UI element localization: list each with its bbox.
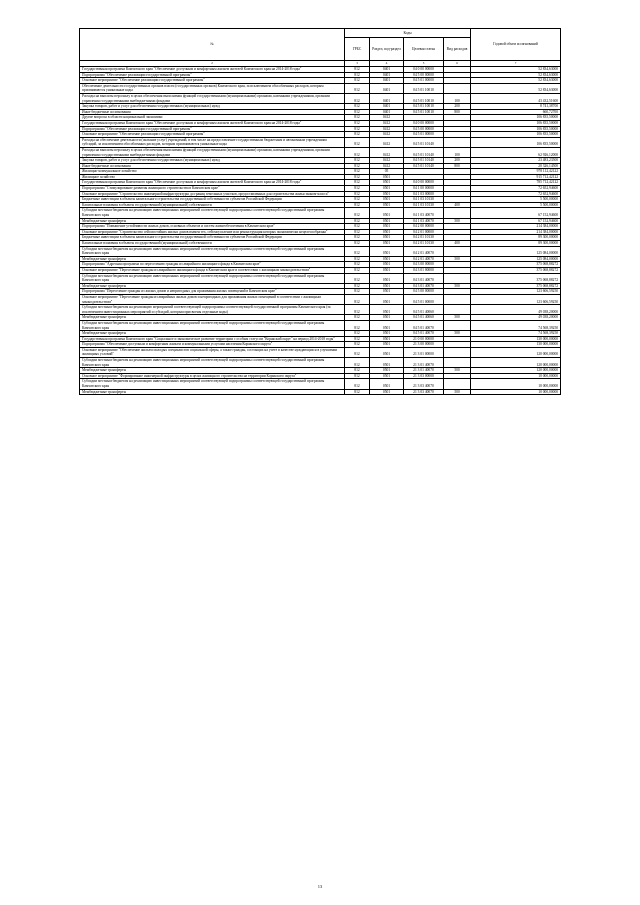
row-target-article: 04 5 01 10010 (404, 93, 444, 103)
row-expense-type: 400 (444, 241, 471, 247)
row-grbs: 812 (345, 93, 370, 103)
row-name: Государственная программа Камчатского края "Обеспечение доступным и комфортным жильем жителей Камчатского края на 2014-2018 годы" (80, 67, 345, 73)
row-amount: 123 606,59250 (471, 294, 561, 304)
row-expense-type (444, 320, 471, 330)
row-expense-type: 500 (444, 218, 471, 224)
row-amount: 125 084,00000 (471, 246, 561, 256)
row-section: 0501 (370, 389, 404, 395)
row-amount: 72 652,94600 (471, 186, 561, 192)
row-amount: 20 326,14500 (471, 163, 561, 169)
row-name: Бюджетные инвестиции в объекты капитального строительства государственной собственности субъектов Российской Федерации (80, 197, 345, 203)
table-row (80, 389, 561, 395)
row-target-article: 04 0 00 00000 (404, 67, 444, 73)
row-target-article: 04 5 00 00000 (404, 289, 444, 295)
row-section: 0501 (370, 224, 404, 230)
row-amount: 43 432,51600 (471, 93, 561, 103)
table-row (80, 294, 561, 304)
row-section: 0412 (370, 137, 404, 147)
table-row (80, 246, 561, 256)
row-name: Государственная программа Камчатского края "Обеспечение доступным и комфортным жильем жителей Камчатского края на 2014-2018 годы" (80, 180, 345, 186)
row-target-article: 04 1 03 10130 (404, 197, 444, 203)
row-target-article: 21 3 03 40070 (404, 389, 444, 395)
row-name: Основное мероприятие "Переселение граждан из аварийного жилищного фонда в Камчатском крае в соответствии с жилищным законодательством" (80, 267, 345, 273)
row-name: Основное мероприятие "Формирование инженерной инфраструктуры в целях жилищного строительства на территории Корякского округа" (80, 373, 345, 379)
row-section: 0501 (370, 347, 404, 357)
row-section: 0501 (370, 336, 404, 342)
row-target-article: 04 3 01 00000 (404, 267, 444, 273)
row-name: Межбюджетные трансферты (80, 256, 345, 262)
row-grbs: 812 (345, 132, 370, 138)
row-amount: 120 000,00000 (471, 347, 561, 357)
row-name: Межбюджетные трансферты (80, 315, 345, 321)
row-amount: 74 568,39250 (471, 320, 561, 330)
row-expense-type (444, 358, 471, 368)
row-amount: 123 606,59250 (471, 289, 561, 295)
budget-table-page (79, 28, 560, 395)
row-grbs: 812 (345, 315, 370, 321)
row-expense-type: 100 (444, 147, 471, 157)
row-name: Подпрограмма "Обеспечение реализации государственной программы" (80, 72, 345, 78)
row-target-article: 04 5 01 40070 (404, 320, 444, 330)
row-grbs: 812 (345, 158, 370, 164)
row-amount: 52 834,63000 (471, 78, 561, 84)
row-name: Расходы на выплаты персоналу в целях обеспечения выполнения функций государственными (муниципальными) органами, казенными учреждениями, органами управления государственными внебюджетными фондами (80, 147, 345, 157)
row-target-article: 04 2 01 00000 (404, 229, 444, 235)
budget-table (79, 28, 561, 395)
row-section: 0412 (370, 163, 404, 169)
row-grbs: 812 (345, 78, 370, 84)
row-amount: 89 300,00000 (471, 235, 561, 241)
row-amount: 214 384,00000 (471, 229, 561, 235)
row-name: Межбюджетные трансферты (80, 283, 345, 289)
table-row (80, 83, 561, 93)
table-row (80, 93, 561, 103)
row-section: 0401 (370, 78, 404, 84)
row-expense-type (444, 208, 471, 218)
row-name: Бюджетные инвестиции в объекты капитального строительства государственной собственности субъектов Российской Федерации (80, 235, 345, 241)
row-amount: 375 068,88272 (471, 267, 561, 273)
row-name: Капитальные вложения в объекты государственной (муниципальной) собственности (80, 202, 345, 208)
page-number: 13 (317, 884, 323, 889)
row-grbs: 812 (345, 342, 370, 348)
row-name: Межбюджетные трансферты (80, 331, 345, 337)
row-section: 0501 (370, 368, 404, 374)
row-section: 0401 (370, 67, 404, 73)
row-grbs: 812 (345, 109, 370, 115)
row-amount: 375 068,88272 (471, 283, 561, 289)
row-name: Жилищное хозяйство (80, 174, 345, 180)
row-name: Расходы на выплаты персоналу в целях обеспечения выполнения функций государственными (муниципальными) органами, казенными учреждениями, органами управления государственными внебюджетными фондами (80, 93, 345, 103)
row-grbs: 812 (345, 224, 370, 230)
row-amount: 10 000,00000 (471, 379, 561, 389)
row-amount: 375 068,88272 (471, 273, 561, 283)
row-section: 0501 (370, 331, 404, 337)
row-name: Расходы на обеспечение деятельности (оказание услуг) учреждений, в том числе на предоставление государственным бюджетным и автономным учреждениям субсидий, за исключением обособленных расходов, которым присваиваются уникальные коды (80, 137, 345, 147)
row-amount: 130 000,00000 (471, 342, 561, 348)
row-target-article: 04 2 01 10130 (404, 241, 444, 247)
row-name: Подпрограмма "Обеспечение доступным и комфортным жильем и коммунальными услугами населения Корякского округа" (80, 342, 345, 348)
row-target-article: 04 5 01 10140 (404, 147, 444, 157)
row-expense-type: 500 (444, 368, 471, 374)
row-grbs: 812 (345, 67, 370, 73)
row-section: 0501 (370, 262, 404, 268)
table-row (80, 305, 561, 315)
row-expense-type: 800 (444, 163, 471, 169)
row-amount: 89 300,00000 (471, 241, 561, 247)
row-grbs: 812 (345, 305, 370, 315)
row-name: Иные бюджетные ассигнования (80, 109, 345, 115)
row-target-article: 04 2 00 00000 (404, 224, 444, 230)
row-section: 0501 (370, 283, 404, 289)
column-number: 4 (370, 61, 404, 67)
row-target-article: 04 1 00 00000 (404, 186, 444, 192)
row-target-article: 04 1 03 40070 (404, 208, 444, 218)
row-target-article: 04 5 01 10010 (404, 104, 444, 110)
row-grbs: 812 (345, 186, 370, 192)
row-name: Основное мероприятие "Обеспечение реализации государственной программы" (80, 132, 345, 138)
row-target-article: 04 5 00 00000 (404, 72, 444, 78)
row-section: 0501 (370, 373, 404, 379)
row-grbs: 812 (345, 180, 370, 186)
row-expense-type (444, 379, 471, 389)
row-section: 0501 (370, 305, 404, 315)
row-section: 0501 (370, 208, 404, 218)
row-target-article: 21 3 01 40070 (404, 368, 444, 374)
row-amount: 10 000,00000 (471, 389, 561, 395)
column-number: 2 (80, 61, 345, 67)
row-grbs: 812 (345, 256, 370, 262)
row-expense-type (444, 246, 471, 256)
row-name: Иные бюджетные ассигнования (80, 163, 345, 169)
row-amount: 52 834,63000 (471, 72, 561, 78)
row-section: 0412 (370, 158, 404, 164)
row-grbs: 812 (345, 262, 370, 268)
row-grbs: 812 (345, 202, 370, 208)
row-grbs: 812 (345, 83, 370, 93)
row-section: 0501 (370, 256, 404, 262)
row-grbs: 812 (345, 358, 370, 368)
row-amount: 106 835,50000 (471, 132, 561, 138)
row-grbs: 812 (345, 218, 370, 224)
row-amount: 978 112,42122 (471, 169, 561, 175)
row-grbs: 812 (345, 104, 370, 110)
row-amount: 106 835,50000 (471, 115, 561, 121)
row-grbs: 812 (345, 389, 370, 395)
row-name: Государственная программа Камчатского края "Обеспечение доступным и комфортным жильем жителей Камчатского края на 2014-2018 годы" (80, 120, 345, 126)
row-expense-type (444, 294, 471, 304)
row-section: 0501 (370, 218, 404, 224)
row-grbs: 812 (345, 191, 370, 197)
row-target-article: 04 5 01 10010 (404, 109, 444, 115)
row-grbs: 812 (345, 289, 370, 295)
header-number: № (80, 29, 345, 61)
row-name: Закупка товаров, работ и услуг для обеспечения государственных (муниципальных) нужд (80, 104, 345, 110)
row-target-article: 04 5 00 00000 (404, 126, 444, 132)
row-amount: 214 384,00000 (471, 224, 561, 230)
table-row (80, 208, 561, 218)
row-amount: 120 000,00000 (471, 358, 561, 368)
row-expense-type: 400 (444, 202, 471, 208)
row-amount: 125 084,00000 (471, 256, 561, 262)
row-target-article: 04 5 01 40060 (404, 305, 444, 315)
row-grbs: 812 (345, 267, 370, 273)
row-grbs: 812 (345, 241, 370, 247)
row-name: Основное мероприятие "Обеспечение жильем молодых специалистов социальной сферы, а также граждан, состоящих на учете в качестве нуждающихся в улучшении жилищных условий" (80, 347, 345, 357)
row-amount: 49 038,20000 (471, 315, 561, 321)
row-amount: 106 835,50000 (471, 120, 561, 126)
row-amount: 67 152,94600 (471, 218, 561, 224)
row-section: 0501 (370, 315, 404, 321)
row-name: Межбюджетные трансферты (80, 389, 345, 395)
table-row (80, 358, 561, 368)
row-amount: 62 926,12000 (471, 147, 561, 157)
row-grbs: 812 (345, 235, 370, 241)
row-section: 0501 (370, 342, 404, 348)
row-section: 0412 (370, 147, 404, 157)
header-expense-type: Вид расходов (444, 38, 471, 61)
row-amount: 106 835,50000 (471, 126, 561, 132)
row-section: 0412 (370, 126, 404, 132)
row-name: Капитальные вложения в объекты государственной (муниципальной) собственности (80, 241, 345, 247)
row-expense-type (444, 273, 471, 283)
row-expense-type: 200 (444, 158, 471, 164)
row-expense-type: 500 (444, 283, 471, 289)
row-section: 0501 (370, 180, 404, 186)
row-target-article: 04 5 01 10140 (404, 158, 444, 164)
row-amount: 74 568,39250 (471, 331, 561, 337)
row-name: Субсидии местным бюджетам на реализацию инвестиционных мероприятий соответствующей подпрограммы соответствующей государственной программы Камчатского края (80, 320, 345, 330)
row-amount: 5 500,00000 (471, 202, 561, 208)
row-target-article: 04 1 03 00000 (404, 191, 444, 197)
row-section: 0501 (370, 197, 404, 203)
row-target-article: 04 5 01 10010 (404, 83, 444, 93)
row-name: Субсидии местным бюджетам на реализацию инвестиционных мероприятий соответствующей подпрограммы соответствующей государственной программы Камчатского края (80, 273, 345, 283)
row-expense-type (444, 137, 471, 147)
row-name: Субсидии местным бюджетам на реализацию инвестиционных мероприятий соответствующей подпрограммы соответствующей государственной программы Камчатского края (80, 379, 345, 389)
row-expense-type: 800 (444, 109, 471, 115)
row-grbs: 812 (345, 169, 370, 175)
row-name: Подпрограмма "Стимулирование развития жилищного строительства в Камчатском крае" (80, 186, 345, 192)
row-amount: 106 835,50000 (471, 137, 561, 147)
header-target-article: Целевая статья (404, 38, 444, 61)
row-section: 0401 (370, 109, 404, 115)
row-name: Субсидии местным бюджетам на реализацию инвестиционных мероприятий соответствующей подпрограммы соответствующей государственной программы Камчатского края (80, 246, 345, 256)
row-grbs: 812 (345, 283, 370, 289)
row-target-article: 04 2 01 40070 (404, 256, 444, 262)
row-name: Подпрограмма "Повышение устойчивости жилых домов, основных объектов и систем жизнеобеспечения в Камчатском крае" (80, 224, 345, 230)
row-grbs: 812 (345, 347, 370, 357)
row-grbs: 812 (345, 174, 370, 180)
column-number: 5 (404, 61, 444, 67)
row-expense-type (444, 305, 471, 315)
row-grbs: 812 (345, 208, 370, 218)
row-target-article: 04 5 01 00000 (404, 294, 444, 304)
row-section: 0501 (370, 191, 404, 197)
row-amount: 660,72700 (471, 109, 561, 115)
row-target-article: 21 3 01 40070 (404, 358, 444, 368)
row-grbs: 812 (345, 320, 370, 330)
row-target-article: 04 0 00 00000 (404, 180, 444, 186)
row-grbs: 812 (345, 137, 370, 147)
row-expense-type: 500 (444, 331, 471, 337)
row-target-article: 04 5 01 40070 (404, 331, 444, 337)
row-name: Основное мероприятие "Переселение граждан из аварийных жилых домов и непригодных для проживания жилых помещений в соответствии с жилищным законодательством" (80, 294, 345, 304)
row-section: 0401 (370, 72, 404, 78)
row-grbs: 812 (345, 379, 370, 389)
column-number: 6 (444, 61, 471, 67)
row-target-article: 04 5 01 10140 (404, 137, 444, 147)
row-amount: 10 000,00000 (471, 373, 561, 379)
row-section: 0501 (370, 186, 404, 192)
row-name: Межбюджетные трансферты (80, 218, 345, 224)
table-row (80, 379, 561, 389)
row-section: 0501 (370, 241, 404, 247)
row-grbs: 812 (345, 246, 370, 256)
row-section: 0501 (370, 229, 404, 235)
row-expense-type: 200 (444, 104, 471, 110)
row-grbs: 812 (345, 126, 370, 132)
row-amount: 785 712,42122 (471, 180, 561, 186)
row-name: Закупка товаров, работ и услуг для обеспечения государственных (муниципальных) нужд (80, 158, 345, 164)
row-section: 0501 (370, 174, 404, 180)
row-target-article: 21 3 03 40070 (404, 379, 444, 389)
row-section: 0501 (370, 246, 404, 256)
column-number: 3 (345, 61, 370, 67)
header-codes: Коды (345, 29, 471, 38)
row-amount: 72 652,94600 (471, 191, 561, 197)
row-expense-type: 500 (444, 256, 471, 262)
row-amount: 52 834,63000 (471, 83, 561, 93)
row-grbs: 812 (345, 368, 370, 374)
row-grbs: 812 (345, 336, 370, 342)
table-row (80, 273, 561, 283)
row-section: 0501 (370, 289, 404, 295)
row-grbs: 812 (345, 147, 370, 157)
row-name: Субсидии местным бюджетам на реализацию инвестиционных мероприятий соответствующей подпрограммы соответствующей государственной программы Камчатского края (80, 358, 345, 368)
row-target-article: 04 3 00 00000 (404, 262, 444, 268)
row-section: 0401 (370, 104, 404, 110)
row-grbs: 812 (345, 294, 370, 304)
row-target-article: 04 0 00 00000 (404, 120, 444, 126)
row-grbs: 812 (345, 197, 370, 203)
row-target-article: 04 5 01 10140 (404, 163, 444, 169)
row-amount: 8 741,38700 (471, 104, 561, 110)
row-name: Субсидии местным бюджетам на реализацию инвестиционных мероприятий соответствующей подпрограммы соответствующей государственной программы Камчатского края (80, 208, 345, 218)
row-section: 0501 (370, 358, 404, 368)
row-target-article: 21 0 00 00000 (404, 336, 444, 342)
row-section: 0401 (370, 83, 404, 93)
row-section: 0401 (370, 93, 404, 103)
row-grbs: 812 (345, 72, 370, 78)
row-name: Обеспечение деятельности государственных органов власти (государственных органов) Камчатского края, за исключением обособленных расходов, которым присваиваются уникальные коды (80, 83, 345, 93)
row-target-article: 04 5 01 40060 (404, 315, 444, 321)
row-amount: 23 483,23500 (471, 158, 561, 164)
row-grbs: 812 (345, 163, 370, 169)
row-section: 0412 (370, 120, 404, 126)
row-target-article: 04 3 01 40070 (404, 273, 444, 283)
row-expense-type: 500 (444, 389, 471, 395)
row-section: 0501 (370, 267, 404, 273)
row-name: Подпрограмма "Обеспечение реализации государственной программы" (80, 126, 345, 132)
table-row (80, 320, 561, 330)
row-target-article: 04 1 03 40070 (404, 218, 444, 224)
row-target-article: 04 5 01 00000 (404, 78, 444, 84)
header-grbs: ГРБС (345, 38, 370, 61)
row-target-article: 21 3 01 00000 (404, 347, 444, 357)
header-annual-volume: Годовой объем ассигнований (471, 29, 561, 61)
row-section: 0501 (370, 379, 404, 389)
row-expense-type (444, 347, 471, 357)
row-grbs: 812 (345, 273, 370, 283)
row-name: Основное мероприятие "Строительство сейсмостойких жилых домов взамен тех, сейсмоусиление или реконструкция которых экономически нецелесообразны" (80, 229, 345, 235)
row-amount: 52 834,63000 (471, 67, 561, 73)
row-section: 0501 (370, 273, 404, 283)
row-expense-type: 500 (444, 315, 471, 321)
row-amount: 915 712,42122 (471, 174, 561, 180)
row-target-article: 04 5 01 00000 (404, 132, 444, 138)
row-grbs: 812 (345, 373, 370, 379)
row-amount: 5 500,00000 (471, 197, 561, 203)
row-name: Основное мероприятие "Строительство инженерной инфраструктуры до границ земельных участков, предоставленных для строительства жилья эконом-класса" (80, 191, 345, 197)
row-section: 0501 (370, 294, 404, 304)
row-target-article: 04 2 01 10130 (404, 235, 444, 241)
row-section: 05 (370, 169, 404, 175)
row-amount: 67 152,94600 (471, 208, 561, 218)
row-name: Жилищно-коммунальное хозяйство (80, 169, 345, 175)
row-grbs: 812 (345, 120, 370, 126)
row-section: 0501 (370, 320, 404, 330)
row-name: Другие вопросы в области национальной экономики (80, 115, 345, 121)
row-target-article: 04 1 03 10130 (404, 202, 444, 208)
row-name: Основное мероприятие "Обеспечение реализации государственной программы" (80, 78, 345, 84)
row-expense-type: 100 (444, 93, 471, 103)
row-name: Субсидии местным бюджетам на реализацию мероприятий соответствующей подпрограммы соответствующей государственной программы Камчатского края (за исключением инвестиционных мероприятий и субсидий, которым присвоены отдельные коды) (80, 305, 345, 315)
row-grbs: 812 (345, 331, 370, 337)
row-amount: 120 000,00000 (471, 368, 561, 374)
row-name: Подпрограмма "Адресная программа по переселению граждан из аварийного жилищного фонда в Камчатском крае" (80, 262, 345, 268)
row-target-article: 04 2 01 40070 (404, 246, 444, 256)
row-amount: 375 068,88272 (471, 262, 561, 268)
row-amount: 49 038,20000 (471, 305, 561, 315)
row-target-article: 21 3 03 00000 (404, 373, 444, 379)
row-section: 0501 (370, 235, 404, 241)
row-target-article: 04 3 01 40070 (404, 283, 444, 289)
table-row (80, 347, 561, 357)
row-section: 0412 (370, 132, 404, 138)
table-row (80, 147, 561, 157)
row-section: 0501 (370, 202, 404, 208)
row-name: Межбюджетные трансферты (80, 368, 345, 374)
column-number: 7 (471, 61, 561, 67)
row-expense-type (444, 83, 471, 93)
table-row (80, 137, 561, 147)
row-name: Государственная программа Камчатского края "Социальное и экономическое развитие территории с особым статусом "Корякский округ" на период 2014-2018 годы" (80, 336, 345, 342)
row-grbs: 812 (345, 115, 370, 121)
row-amount: 130 000,00000 (471, 336, 561, 342)
row-section: 0412 (370, 115, 404, 121)
header-section: Раздел, под-раздел (370, 38, 404, 61)
row-name: Подпрограмма "Переселение граждан из жилых домов и непригодных для проживания жилых помещений в Камчатском крае" (80, 289, 345, 295)
row-target-article: 21 3 00 00000 (404, 342, 444, 348)
row-grbs: 812 (345, 229, 370, 235)
